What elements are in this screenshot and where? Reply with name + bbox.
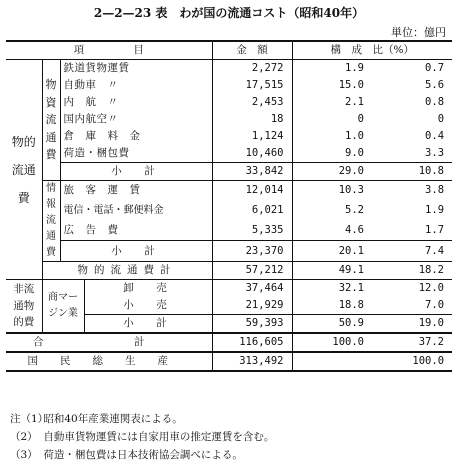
- footnote: [10, 410, 274, 428]
- table-row: [6, 220, 452, 240]
- row-ratio: 20.1: [292, 241, 372, 262]
- row-amount: 59,393: [212, 315, 292, 334]
- table-row: [6, 77, 452, 94]
- row-pct: 1.7: [425, 223, 445, 236]
- row-pct: 0.7: [425, 62, 445, 74]
- row-label: 倉 庫 料 金: [60, 128, 212, 145]
- footnote-number: 注（1）: [10, 413, 49, 425]
- row-ratio: 1.0: [345, 130, 364, 142]
- gnp-row: [6, 352, 452, 371]
- row-label: 卸 売: [84, 280, 212, 298]
- header-item: [6, 41, 212, 60]
- row-pct: 3.8: [425, 184, 445, 197]
- row-pct: 7.4: [372, 241, 452, 262]
- row-ratio: 10.3: [338, 184, 364, 197]
- row-ratio: 29.0: [292, 163, 372, 181]
- row-ratio: 32.1: [338, 282, 364, 294]
- header-item-2: 目: [133, 44, 144, 56]
- row-ratio: 4.6: [345, 223, 364, 236]
- footnote-number: （3）: [10, 449, 38, 461]
- row-label: 荷造・梱包費: [60, 145, 212, 163]
- footnote: [10, 446, 274, 464]
- row-ratio: 49.1: [292, 262, 372, 280]
- row-pct: 3.3: [425, 147, 445, 159]
- row-ratio: 18.8: [338, 299, 364, 311]
- row-pct: 37.2: [372, 333, 452, 352]
- total-row: [6, 262, 452, 280]
- row-amount: 17,515: [212, 77, 292, 94]
- row-ratio: 1.9: [345, 62, 364, 74]
- row-ratio: [292, 352, 372, 371]
- table-row: [6, 60, 452, 78]
- row-ratio: 9.0: [345, 147, 364, 159]
- table-row: [6, 201, 452, 221]
- row-ratio: 2.1: [345, 96, 364, 108]
- row-amount: 57,212: [212, 262, 292, 280]
- row-pct: 5.6: [425, 79, 445, 91]
- row-amount: 37,464: [212, 280, 292, 298]
- row-amount: 313,492: [212, 352, 292, 371]
- row-pct: 12.0: [418, 282, 445, 294]
- row-amount: 2,453: [212, 94, 292, 111]
- table-header-row: [6, 41, 452, 60]
- row-amount: 23,370: [212, 241, 292, 262]
- table-row: [6, 111, 452, 128]
- row-ratio: 100.0: [292, 333, 372, 352]
- row-label: 自動車 〃: [60, 77, 212, 94]
- row-label: 旅 客 運 賃: [60, 181, 212, 201]
- row-label: 国内航空〃: [60, 111, 212, 128]
- row-label: 物的流通費計: [42, 262, 212, 280]
- header-ratio: 構 成 比（%）: [292, 41, 452, 60]
- row-pct: 100.0: [372, 352, 452, 371]
- footnote-number: （2）: [10, 431, 38, 443]
- footnote: [10, 428, 274, 446]
- row-label: 合 計: [6, 333, 212, 352]
- footnotes: [10, 410, 274, 464]
- footnote-text: 自動車貨物運賃には自家用車の推定運賃を含む。: [43, 431, 275, 443]
- subtotal-row: [6, 163, 452, 181]
- header-item-1: 項: [73, 44, 85, 56]
- row-ratio: 5.2: [345, 204, 364, 217]
- table-row: [6, 181, 452, 201]
- row-amount: 2,272: [212, 60, 292, 78]
- unit-label: 単位：億円: [391, 26, 446, 39]
- group-material: 物資流通費: [42, 60, 60, 181]
- row-label: 国民総生産: [6, 352, 212, 371]
- row-amount: 6,021: [212, 201, 292, 221]
- row-pct: 0.4: [425, 130, 445, 142]
- row-pct: 0.8: [425, 96, 445, 108]
- row-label: 小 売: [84, 297, 212, 315]
- row-label: 内 航 〃: [60, 94, 212, 111]
- row-label: 小 計: [60, 163, 212, 181]
- table-title: 2—2—23 表 わが国の流通コスト（昭和40年）: [93, 6, 365, 20]
- row-ratio: 15.0: [338, 79, 364, 91]
- row-pct: 7.0: [425, 299, 445, 311]
- row-pct: 18.2: [372, 262, 452, 280]
- group-nonphysical: 非流通物的費: [6, 280, 42, 334]
- table-row: [6, 128, 452, 145]
- row-ratio: 50.9: [292, 315, 372, 334]
- row-label: 小 計: [84, 315, 212, 334]
- row-pct: 19.0: [372, 315, 452, 334]
- row-amount: 12,014: [212, 181, 292, 201]
- header-amount: 金 額: [212, 41, 292, 60]
- footnote-text: 荷造・梱包費は日本技術協会調べによる。: [43, 449, 243, 461]
- distribution-cost-table: [6, 40, 452, 372]
- row-label: 鉄道貨物運賃: [60, 60, 212, 78]
- row-amount: 116,605: [212, 333, 292, 352]
- grand-total-row: [6, 333, 452, 352]
- table-row: [6, 280, 452, 298]
- row-label: 小 計: [60, 241, 212, 262]
- group-info: 情報流通費: [42, 181, 60, 262]
- row-pct: 10.8: [372, 163, 452, 181]
- subtotal-row: [6, 241, 452, 262]
- row-ratio: 0: [357, 113, 364, 125]
- table-row: [6, 94, 452, 111]
- row-pct: 1.9: [425, 204, 445, 217]
- row-amount: 1,124: [212, 128, 292, 145]
- row-amount: 18: [212, 111, 292, 128]
- row-amount: 33,842: [212, 163, 292, 181]
- group-physical: 物的流通費: [6, 60, 42, 280]
- row-label: 広 告 費: [60, 220, 212, 240]
- group-commercial: 商マージン業: [42, 280, 84, 334]
- footnote-text: 昭和40年産業連関表による。: [43, 413, 183, 425]
- row-amount: 5,335: [212, 220, 292, 240]
- row-amount: 10,460: [212, 145, 292, 163]
- row-amount: 21,929: [212, 297, 292, 315]
- table-row: [6, 145, 452, 163]
- row-pct: 0: [437, 113, 445, 125]
- row-label: 電信・電話・郵便料金: [60, 201, 212, 221]
